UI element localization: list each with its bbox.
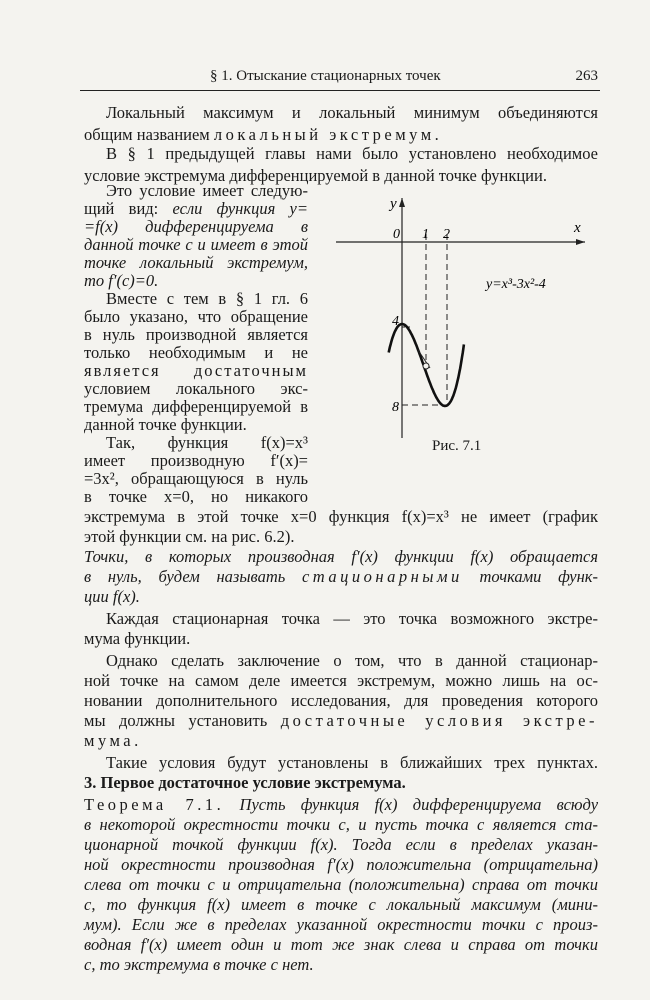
text-line: Точки, в которых производная f′(x) функции f(x) обращается [84,547,598,566]
text-line: только необходимым и не [84,343,308,362]
text-line: Это условие имеет следую- [106,181,308,200]
text-line: условие экстремума дифференцируемой в данной точке функции. [84,166,547,185]
text-line: мума функции. [84,629,191,648]
text-line: в нуль производной является [84,325,308,344]
text-line: экстремума в этой точке x=0 функция f(x)=x³ не имеет (график [84,507,598,526]
text-line: мум). Если же в пределах указанной окрестности точки c произ- [84,915,598,934]
text-line [84,794,598,816]
italic-span: точками функ- [479,567,599,586]
text-line: c, то экстремума в точке c нет. [84,955,314,974]
text-line: этой функции см. на рис. 6.2). [84,527,295,546]
header-rule [80,90,600,91]
tick-label-2: 2 [443,227,450,242]
text-line: условием локального экс- [84,379,308,398]
tick-label-1: 1 [422,227,429,242]
text-line: точке локальный экстремум, [84,253,308,272]
y-axis-arrow [399,198,405,207]
text-line: Так, функция f(x)=x³ [106,433,308,452]
text-line: тремума дифференцируемой в [84,397,308,416]
text-span: щий вид: [84,199,159,218]
text-line: мума. [84,731,142,750]
text-line: =f(x) дифференцируема в [84,217,308,236]
text-line: c, то функция f(x) имеет в точке c локальный максимум (мини- [84,895,598,914]
text-line: ной окрестности производная f′(x) положительна (отрицательна) [84,855,598,874]
y-label-8: 8 [392,400,399,415]
text-line: Такие условия будут установлены в ближайших трех пунктах. [106,753,598,772]
function-formula: y=x³-3x²-4 [486,277,546,292]
italic-span: в нуль, будем называть [84,567,286,586]
function-graph [330,190,595,440]
axis-label-y: y [390,196,397,212]
text-line: слева от точки c и отрицательна (положительна) справа от точки [84,875,598,894]
text-line: Локальный максимум и локальный минимум объединяются [106,103,598,122]
text-line: является достаточным [84,361,308,380]
x-axis-arrow [576,239,585,245]
text-span: мы должны установить [84,711,268,730]
italic-span: если функция y= [172,199,308,218]
axis-label-x: x [574,220,581,236]
running-header [80,66,600,88]
text-line [84,566,598,588]
theorem-label: Теорема 7.1. [84,795,225,814]
section-heading: 3. Первое достаточное условие экстремума. [84,773,406,792]
text-line: общим названием локальный экстремум. [84,125,439,144]
text-line: водная f′(x) имеет один и тот же знак слева и справа от точки [84,935,598,954]
text-line: новании дополнительного исследования, для проведения которого [84,691,598,710]
text-line: в точке x=0, но никакого [84,487,308,506]
text-line: ционарной точкой функции f(x). Тогда если в пределах указан- [84,835,598,854]
inflection-point [423,363,429,369]
text-line: =3x², обращающуюся в нуль [84,469,308,488]
text-line: Вместе с тем в § 1 гл. 6 [106,289,308,308]
text-line [84,710,598,732]
text-line: было указано, что обращение [84,307,308,326]
text-line: Однако сделать заключение о том, что в данной стационар- [106,651,598,670]
text-line: Каждая стационарная точка — это точка возможного экстре- [106,609,598,628]
text-line: ной точке на самом деле имеется экстремум, можно лишь на ос- [84,671,598,690]
text-line: имеет производную f′(x)= [84,451,308,470]
text-line: в некоторой окрестности точки c, и пусть точка c является ста- [84,815,598,834]
spaced-term: стационарными [301,567,463,586]
page-number: 263 [575,68,598,84]
text-line: данной точке c и имеет в этой [84,235,308,254]
spaced-term: достаточные условия экстре- [280,711,598,730]
italic-span: Пусть функция f(x) дифференцируема всюду [239,795,599,814]
header-title: § 1. Отыскание стационарных точек [210,68,441,84]
y-label-4: 4 [392,314,399,329]
text-line: то f′(c)=0. [84,271,159,290]
text-line: данной точке функции. [84,415,247,434]
text-line: В § 1 предыдущей главы нами было установлено необходимое [106,144,598,163]
origin-label: 0 [393,227,400,242]
text-line: ции f(x). [84,587,140,606]
figure-caption: Рис. 7.1 [432,438,482,454]
